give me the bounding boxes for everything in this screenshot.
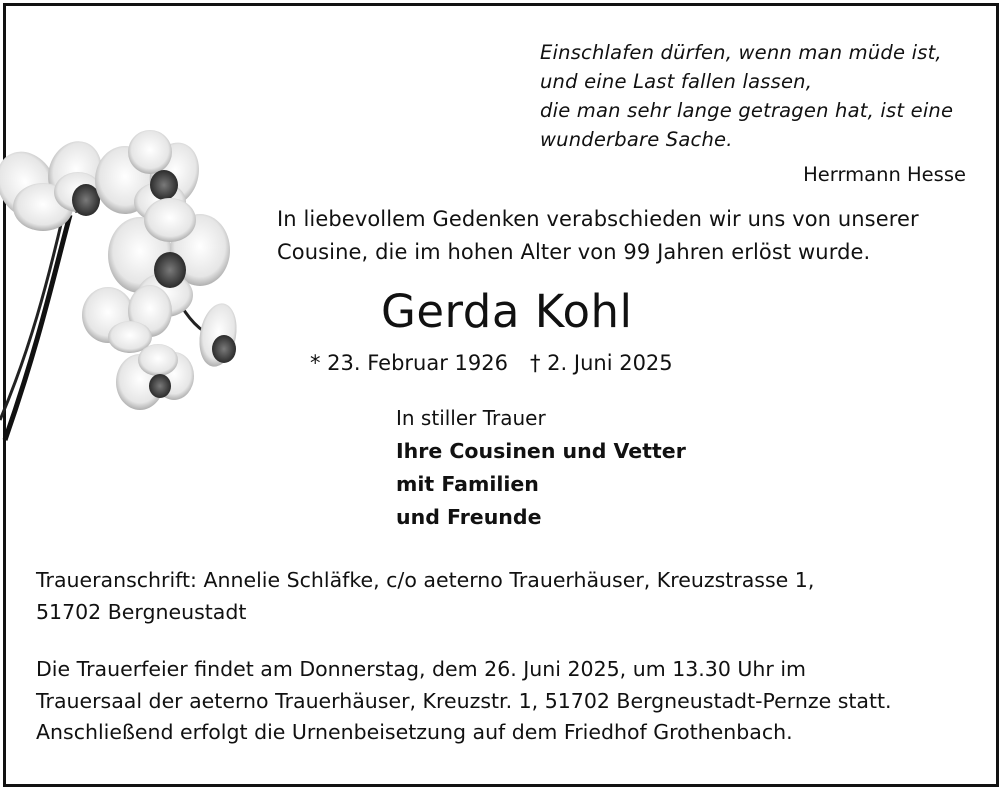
birth-date: * 23. Februar 1926 xyxy=(310,351,508,375)
intro-line: Cousine, die im hohen Alter von 99 Jahren erlöst wurde. xyxy=(277,240,871,264)
intro-text xyxy=(277,203,919,269)
service-line: Trauersaal der aeterno Trauerhäuser, Kreuzstr. 1, 51702 Bergneustadt-Pernze statt. xyxy=(36,688,892,713)
intro-line: In liebevollem Gedenken verabschieden wir uns von unserer xyxy=(277,207,919,231)
poem xyxy=(540,38,970,154)
poem-line: und eine Last fallen lassen, xyxy=(540,70,813,93)
orchid-icon xyxy=(0,120,270,450)
service-info xyxy=(36,654,892,749)
mourners-block xyxy=(396,402,686,534)
poem-line: die man sehr lange getragen hat, ist eine xyxy=(540,99,954,122)
mourner-line: mit Familien xyxy=(396,472,539,496)
service-line: Anschließend erfolgt die Urnenbeisetzung auf dem Friedhof Grothenbach. xyxy=(36,720,793,744)
address-line: Traueranschrift: Annelie Schläfke, c/o aeterno Trauerhäuser, Kreuzstrasse 1, xyxy=(36,568,815,592)
mourner-line: Ihre Cousinen und Vetter xyxy=(396,439,686,463)
condolence-address xyxy=(36,564,814,628)
poem-line: Einschlafen dürfen, wenn man müde ist, xyxy=(540,41,942,64)
mourner-line: und Freunde xyxy=(396,505,542,529)
poem-author: Herrmann Hesse xyxy=(803,163,966,186)
death-date: † 2. Juni 2025 xyxy=(530,351,673,375)
poem-line: wunderbare Sache. xyxy=(540,128,733,151)
mourning-lead: In stiller Trauer xyxy=(396,406,546,430)
address-line: 51702 Bergneustadt xyxy=(36,600,247,624)
life-dates xyxy=(310,348,673,378)
deceased-name: Gerda Kohl xyxy=(381,285,633,338)
service-line: Die Trauerfeier findet am Donnerstag, dem 26. Juni 2025, um 13.30 Uhr im xyxy=(36,657,807,681)
